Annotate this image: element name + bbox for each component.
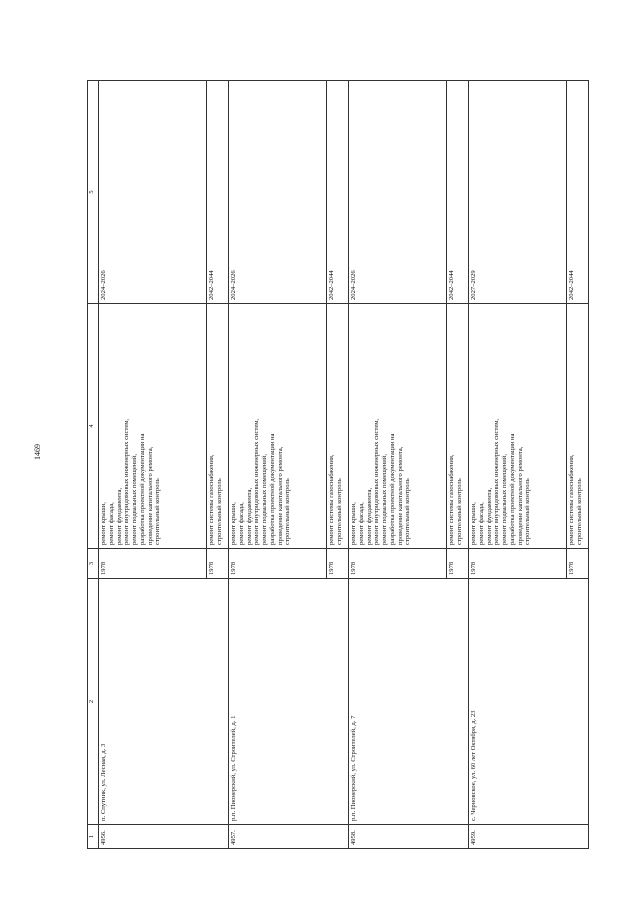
- period-cell: 2024–2026: [229, 81, 327, 304]
- column-header-3: 3: [88, 549, 99, 579]
- works-cell: [99, 304, 207, 549]
- work-item: проведение капитального ремонта,: [276, 446, 284, 545]
- table-body: [99, 81, 589, 849]
- work-item: строительный контроль: [524, 478, 532, 545]
- works-list: [448, 307, 464, 545]
- work-item: ремонт фундамента,: [365, 487, 373, 545]
- year-cell: 1978: [229, 549, 327, 579]
- work-item: ремонт внутридомовых инженерных систем,: [253, 418, 261, 545]
- work-item: строительный контроль: [404, 478, 412, 545]
- work-item: ремонт внутридомовых инженерных систем,: [493, 418, 501, 545]
- works-list: [230, 307, 292, 545]
- work-item: разработка проектной документации на: [268, 433, 276, 545]
- table-row: [99, 81, 207, 849]
- period-cell: 2042–2044: [567, 81, 589, 304]
- works-list: [568, 307, 584, 545]
- row-number: 4957.: [229, 825, 349, 849]
- work-item: ремонт фундамента,: [485, 487, 493, 545]
- period-cell: 2042–2044: [447, 81, 469, 304]
- work-item: строительный контроль: [575, 478, 583, 545]
- work-item: разработка проектной документации на: [388, 433, 396, 545]
- work-item: ремонт фасада,: [107, 502, 115, 545]
- works-cell: [207, 304, 229, 549]
- header-row: [88, 81, 99, 849]
- period-cell: 2024–2026: [99, 81, 207, 304]
- work-item: строительный контроль: [154, 478, 162, 545]
- row-number: 4959.: [469, 825, 589, 849]
- work-item: ремонт фасада,: [357, 502, 365, 545]
- work-item: ремонт системы газоснабжения,: [568, 454, 575, 545]
- work-item: ремонт подвальных помещений,: [261, 454, 269, 545]
- year-cell: 1978: [327, 549, 349, 579]
- works-list: [470, 307, 532, 545]
- work-item: строительный контроль: [335, 478, 343, 545]
- work-item: ремонт системы газоснабжения,: [328, 454, 335, 545]
- year-cell: 1978: [207, 549, 229, 579]
- year-cell: 1978: [447, 549, 469, 579]
- works-cell: [229, 304, 327, 549]
- work-item: ремонт крыши,: [230, 502, 237, 545]
- work-item: проведение капитального ремонта,: [516, 446, 524, 545]
- address-cell: р.п. Пионерский, ул. Строителей, д. 1: [229, 579, 349, 825]
- column-header-1: 1: [88, 825, 99, 849]
- column-header-5: 5: [88, 81, 99, 304]
- year-cell: 1978: [349, 549, 447, 579]
- year-cell: 1978: [99, 549, 207, 579]
- work-item: проведение капитального ремонта,: [146, 446, 154, 545]
- work-item: ремонт подвальных помещений,: [131, 454, 139, 545]
- work-item: ремонт фундамента,: [245, 487, 253, 545]
- work-item: разработка проектной документации на: [508, 433, 516, 545]
- year-cell: 1978: [567, 549, 589, 579]
- works-list: [208, 307, 224, 545]
- period-cell: 2042–2044: [207, 81, 229, 304]
- works-cell: [447, 304, 469, 549]
- row-number: 4958.: [349, 825, 469, 849]
- work-item: ремонт подвальных помещений,: [381, 454, 389, 545]
- period-cell: 2027–2029: [469, 81, 567, 304]
- works-list: [328, 307, 344, 545]
- work-item: ремонт крыши,: [470, 502, 477, 545]
- work-item: строительный контроль: [215, 478, 223, 545]
- address-cell: р.п. Пионерский, ул. Строителей, д. 7: [349, 579, 469, 825]
- works-cell: [327, 304, 349, 549]
- rotated-table-wrapper: [87, 81, 599, 849]
- work-item: ремонт фасада,: [477, 502, 485, 545]
- table-header: [88, 81, 99, 849]
- work-item: строительный контроль: [455, 478, 463, 545]
- works-cell: [567, 304, 589, 549]
- table-row: [349, 81, 447, 849]
- page-number: 1469: [33, 444, 42, 460]
- work-item: ремонт системы газоснабжения,: [448, 454, 455, 545]
- works-cell: [469, 304, 567, 549]
- works-cell: [349, 304, 447, 549]
- address-cell: п. Спутник, ул. Лесная, д. 3: [99, 579, 229, 825]
- address-cell: с. Черновское, ул. 60 лет Октября, д. 23: [469, 579, 589, 825]
- work-item: разработка проектной документации на: [138, 433, 146, 545]
- year-cell: 1978: [469, 549, 567, 579]
- repair-schedule-table: [87, 80, 589, 849]
- column-header-4: 4: [88, 304, 99, 549]
- row-number: 4956.: [99, 825, 229, 849]
- work-item: ремонт внутридомовых инженерных систем,: [123, 418, 131, 545]
- work-item: ремонт крыши,: [350, 502, 357, 545]
- work-item: ремонт подвальных помещений,: [501, 454, 509, 545]
- period-cell: 2024–2026: [349, 81, 447, 304]
- work-item: ремонт фундамента,: [115, 487, 123, 545]
- table-row: [229, 81, 327, 849]
- work-item: ремонт фасада,: [237, 502, 245, 545]
- works-list: [350, 307, 412, 545]
- work-item: ремонт внутридомовых инженерных систем,: [373, 418, 381, 545]
- period-cell: 2042–2044: [327, 81, 349, 304]
- work-item: строительный контроль: [284, 478, 292, 545]
- works-list: [100, 307, 162, 545]
- work-item: ремонт системы газоснабжения,: [208, 454, 215, 545]
- work-item: проведение капитального ремонта,: [396, 446, 404, 545]
- column-header-2: 2: [88, 579, 99, 825]
- work-item: ремонт крыши,: [100, 502, 107, 545]
- table-row: [469, 81, 567, 849]
